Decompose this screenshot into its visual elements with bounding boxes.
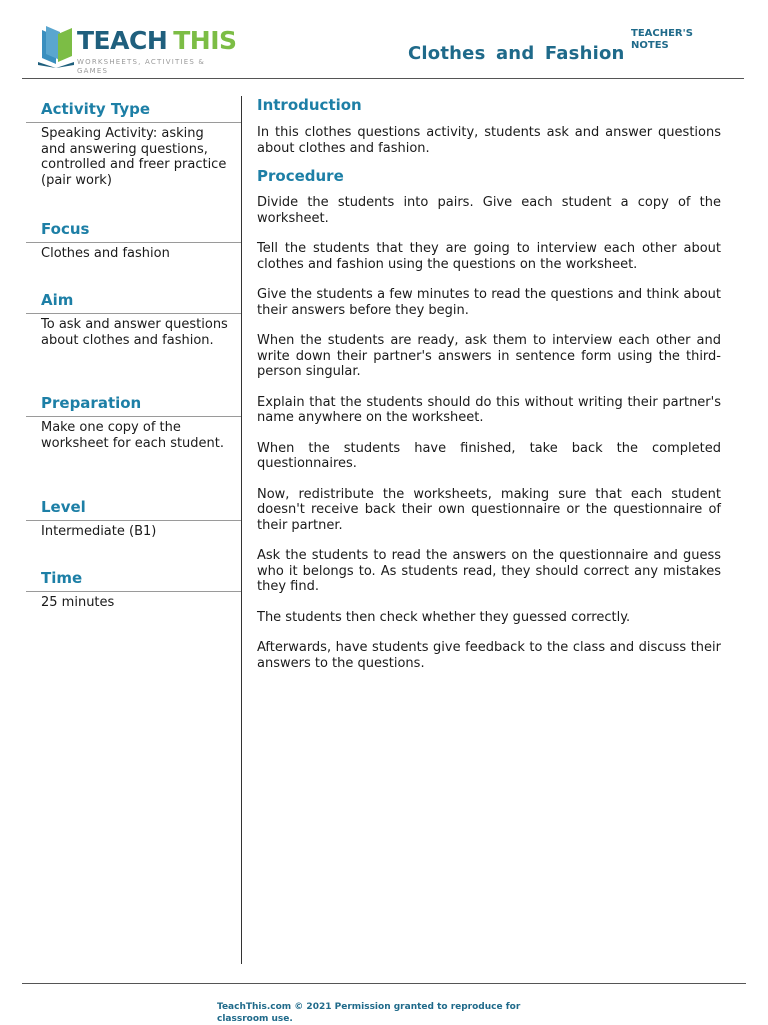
section-text: To ask and answer questions about clothes and fashion. — [41, 317, 228, 348]
procedure-step: When the students are ready, ask them to interview each other and write down their partner's answers in sentence form using the third-person singular. — [257, 333, 721, 379]
introduction-heading: Introduction — [257, 96, 362, 114]
procedure-step: Tell the students that they are going to interview each other about clothes and fashion using the questions on the worksheet. — [257, 241, 721, 272]
section-text: Speaking Activity: asking and answering questions, controlled and freer practice (pair work) — [41, 126, 227, 188]
procedure-step: Give the students a few minutes to read the questions and think about their answers before they begin. — [257, 287, 721, 318]
footer-divider — [22, 983, 746, 984]
teachthis-logo — [36, 22, 237, 75]
procedure-heading: Procedure — [257, 167, 344, 185]
header-divider — [22, 78, 744, 79]
logo-tagline: WORKSHEETS, ACTIVITIES & GAMES — [77, 58, 206, 75]
column-divider — [241, 96, 242, 964]
procedure-step: When the students have finished, take back the completed questionnaires. — [257, 440, 721, 471]
section-text: Make one copy of the worksheet for each student. — [41, 420, 225, 451]
procedure-step: Now, redistribute the worksheets, making sure that each student doesn't receive back their own questionnaire or the questionnaire of their partner. — [257, 486, 721, 533]
book-icon — [36, 24, 76, 68]
preparation-section — [26, 390, 241, 494]
section-heading: Preparation — [26, 390, 241, 417]
procedure-step: Explain that the students should do this without writing their partner's name anywhere on the worksheet. — [257, 394, 721, 425]
section-heading: Level — [26, 494, 241, 521]
teacher-notes-label: TEACHER'S NOTES — [631, 28, 693, 51]
level-section — [26, 494, 241, 565]
procedure-step: The students then check whether they guessed correctly. — [257, 609, 631, 625]
introduction-text: In this clothes questions activity, students ask and answer questions about clothes and fashion. — [257, 125, 721, 156]
section-heading: Focus — [26, 216, 241, 243]
footer-text: TeachThis.com © 2021 Permission granted to reproduce for classroom use. — [217, 1002, 521, 1024]
logo-word-teach: TEACH — [77, 26, 168, 55]
sidebar — [26, 96, 241, 625]
procedure-step: Ask the students to read the answers on the questionnaire and guess who it belongs to. As students read, they should correct any mistakes they find. — [257, 548, 721, 594]
aim-section — [26, 287, 241, 390]
procedure-step: Afterwards, have students give feedback to the class and discuss their answers to the questions. — [257, 640, 721, 671]
section-text: Clothes and fashion — [41, 246, 170, 261]
activity-type-section — [26, 96, 241, 216]
procedure-list — [257, 195, 721, 671]
section-text: Intermediate (B1) — [41, 524, 157, 539]
section-heading: Aim — [26, 287, 241, 314]
logo-word-this: THIS — [173, 26, 237, 55]
focus-section — [26, 216, 241, 287]
time-section — [26, 565, 241, 625]
section-heading: Activity Type — [26, 96, 241, 123]
procedure-step: Divide the students into pairs. Give each student a copy of the worksheet. — [257, 195, 721, 226]
logo-wordmark — [77, 26, 237, 56]
section-heading: Time — [26, 565, 241, 592]
main-content — [257, 96, 721, 686]
section-text: 25 minutes — [41, 595, 115, 610]
page-title: Clothes and Fashion — [408, 43, 625, 64]
